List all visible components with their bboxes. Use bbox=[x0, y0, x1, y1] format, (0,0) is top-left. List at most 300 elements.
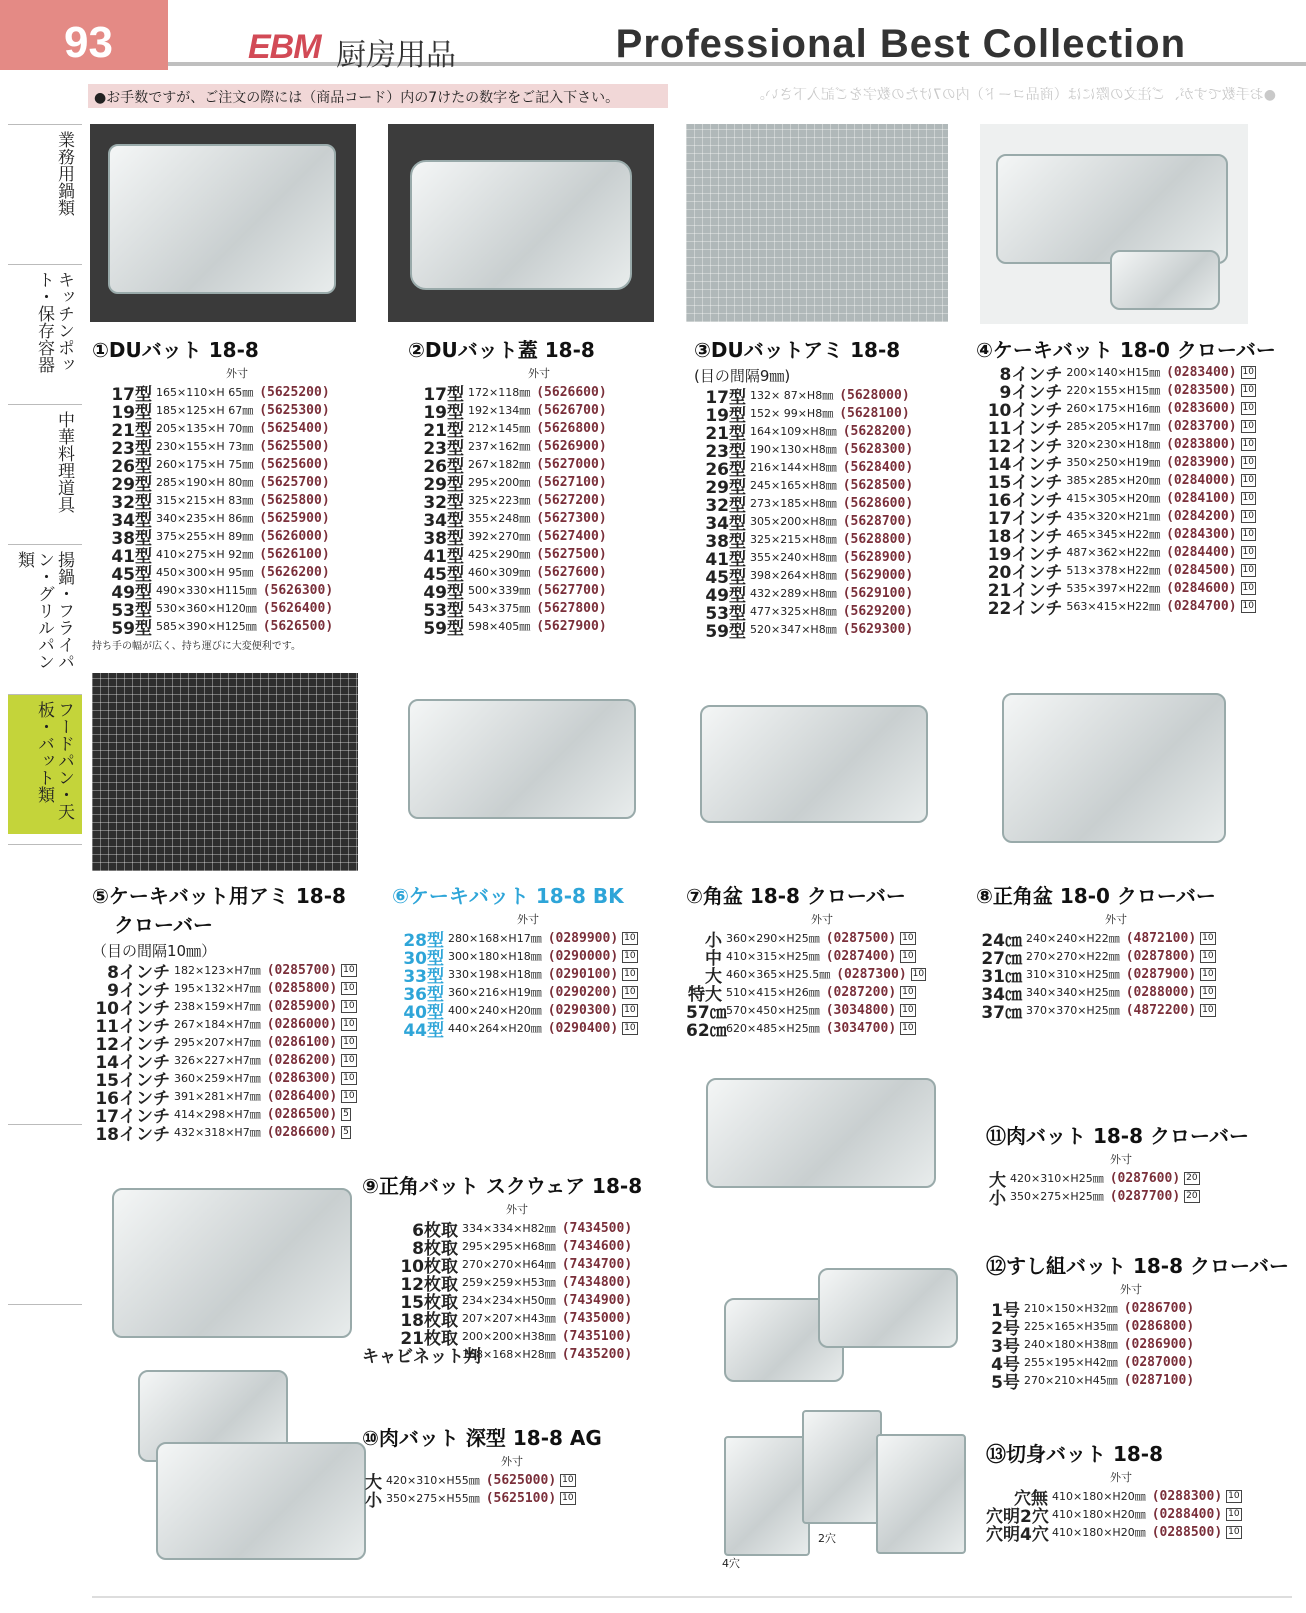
product-block-cake-mesh bbox=[92, 880, 372, 1145]
size-dimensions: 190×130×H8㎜ bbox=[750, 443, 837, 456]
size-name: 31㎝ bbox=[981, 966, 1022, 987]
pack-qty-badge: 20 bbox=[1186, 1190, 1198, 1201]
product-code: (5628300) bbox=[842, 441, 914, 457]
product-code: (5625200) bbox=[259, 384, 330, 400]
size-dimensions: 392×270㎜ bbox=[468, 530, 531, 543]
pack-qty-badge: 10 bbox=[343, 1054, 355, 1065]
size-name: 15インチ bbox=[95, 1070, 170, 1091]
size-name: 10インチ bbox=[95, 998, 170, 1019]
product-code: (5628600) bbox=[842, 495, 914, 511]
size-dimensions: 432×289×H8㎜ bbox=[750, 587, 837, 600]
sidebar-item-faded-b bbox=[8, 1124, 82, 1304]
product-code: (5627000) bbox=[536, 456, 607, 472]
size-dimensions: 340×340×H25㎜ bbox=[1026, 986, 1120, 999]
product-code: (7434500) bbox=[561, 1220, 633, 1236]
product-block-niku-vat-deep bbox=[362, 1422, 662, 1511]
pack-qty-badge: 10 bbox=[1242, 600, 1254, 611]
product-code: (0285900) bbox=[266, 998, 338, 1014]
size-dimensions: 450×300×H 95㎜ bbox=[156, 566, 254, 579]
product-title: ①DUバット 18-8 bbox=[92, 338, 259, 362]
size-name: 21インチ bbox=[987, 580, 1063, 601]
size-dimensions: 460×309㎜ bbox=[468, 566, 531, 579]
size-row bbox=[408, 617, 670, 639]
size-name: 21型 bbox=[705, 423, 746, 444]
size-name: 18インチ bbox=[95, 1124, 170, 1145]
product-title: ④ケーキバット 18-0 クローバー bbox=[976, 338, 1276, 362]
product-subtitle: (目の間隔9㎜) bbox=[694, 367, 791, 385]
size-dimensions: 270×270×H22㎜ bbox=[1026, 950, 1120, 963]
size-name: 19型 bbox=[423, 402, 464, 423]
size-name: 18インチ bbox=[987, 526, 1063, 547]
product-code: (0286800) bbox=[1123, 1318, 1195, 1334]
size-dimensions: 415×305×H20㎜ bbox=[1066, 492, 1161, 505]
product-code: (0283800) bbox=[1166, 436, 1237, 452]
size-dimensions: 234×234×H50㎜ bbox=[462, 1294, 556, 1307]
product-code: (5627400) bbox=[536, 528, 607, 544]
product-code: (0286600) bbox=[266, 1124, 338, 1140]
size-dimensions: 310×310×H25㎜ bbox=[1026, 968, 1120, 981]
size-name: 8インチ bbox=[107, 962, 170, 983]
product-code: (5625100) bbox=[485, 1490, 557, 1506]
product-code: (0290200) bbox=[547, 984, 619, 1000]
size-dimensions: 305×200×H8㎜ bbox=[750, 515, 837, 528]
size-dimensions: 320×230×H18㎜ bbox=[1066, 438, 1161, 451]
size-name: 19インチ bbox=[987, 544, 1063, 565]
size-name: 特大 bbox=[688, 984, 722, 1005]
pack-qty-badge: 10 bbox=[1202, 1004, 1214, 1015]
category-sidebar bbox=[8, 124, 82, 1464]
pack-qty-badge: 10 bbox=[624, 950, 636, 961]
pack-qty-badge: 10 bbox=[912, 968, 925, 979]
size-name: 17インチ bbox=[95, 1106, 170, 1127]
product-code: (5628800) bbox=[842, 531, 914, 547]
product-code: (3034800) bbox=[825, 1002, 897, 1018]
pack-qty-badge: 10 bbox=[1242, 492, 1254, 503]
product-code: (5627900) bbox=[536, 618, 607, 634]
size-dimensions: 285×190×H 80㎜ bbox=[156, 476, 254, 489]
size-name: 14インチ bbox=[987, 454, 1063, 475]
product-code: (0287000) bbox=[1123, 1354, 1195, 1370]
size-dimensions: 132× 87×H8㎜ bbox=[750, 389, 834, 402]
size-row bbox=[986, 1299, 1276, 1321]
size-name: キャビネット判 bbox=[362, 1346, 481, 1367]
product-code: (0287100) bbox=[1123, 1372, 1195, 1388]
size-name: 59型 bbox=[111, 618, 152, 639]
product-title: ⑧正角盆 18-0 クローバー bbox=[976, 884, 1216, 908]
size-dimensions: 285×205×H17㎜ bbox=[1066, 420, 1161, 433]
product-block-du-vat-mesh bbox=[694, 334, 956, 642]
size-name: 大 bbox=[989, 1170, 1006, 1191]
pack-qty-badge: 10 bbox=[624, 968, 636, 979]
size-dimensions: 295×207×H7㎜ bbox=[174, 1036, 261, 1049]
product-code: (4872100) bbox=[1125, 930, 1197, 946]
product-block-cake-vat-bk bbox=[392, 880, 664, 1041]
product-code: (0284500) bbox=[1166, 562, 1237, 578]
size-dimensions: 168×168×H28㎜ bbox=[462, 1348, 556, 1361]
product-code: (0283700) bbox=[1166, 418, 1237, 434]
size-dimensions: 490×330×H115㎜ bbox=[156, 584, 257, 597]
size-row bbox=[986, 1523, 1256, 1545]
size-row bbox=[686, 983, 958, 1005]
product-code: (5625900) bbox=[259, 510, 330, 526]
size-dimensions: 360×259×H7㎜ bbox=[174, 1072, 261, 1085]
product-photo-cake-mesh bbox=[92, 673, 358, 871]
size-dimensions: 237×162㎜ bbox=[468, 440, 531, 453]
pack-qty-badge: 10 bbox=[343, 964, 355, 975]
size-name: 40型 bbox=[403, 1002, 444, 1023]
size-name: 53型 bbox=[705, 603, 746, 624]
pack-qty-badge: 10 bbox=[1202, 950, 1214, 961]
size-name: 9インチ bbox=[999, 382, 1063, 403]
product-block-seikakubon bbox=[976, 880, 1256, 1023]
size-dimensions: 414×298×H7㎜ bbox=[174, 1108, 261, 1121]
product-code: (5627800) bbox=[536, 600, 607, 616]
product-code: (0286300) bbox=[266, 1070, 338, 1086]
size-name: 14インチ bbox=[95, 1052, 170, 1073]
product-code: (0287200) bbox=[825, 984, 897, 1000]
size-dimensions: 216×144×H8㎜ bbox=[750, 461, 837, 474]
size-name: 23型 bbox=[705, 441, 746, 462]
pack-qty-badge: 10 bbox=[1228, 1526, 1240, 1537]
product-code: (5625600) bbox=[259, 456, 330, 472]
product-title: ⑤ケーキバット用アミ 18-8 bbox=[92, 884, 346, 908]
product-code: (0290100) bbox=[547, 966, 619, 982]
product-code: (5627100) bbox=[536, 474, 607, 490]
product-code: (5625400) bbox=[259, 420, 330, 436]
size-dimensions: 200×200×H38㎜ bbox=[462, 1330, 556, 1343]
outer-size-label: 外寸 bbox=[1120, 1283, 1142, 1296]
size-row bbox=[686, 947, 958, 969]
size-name: 中 bbox=[705, 948, 722, 969]
pack-qty-badge: 10 bbox=[624, 1004, 636, 1015]
product-code: (0283400) bbox=[1166, 364, 1237, 380]
outer-size-label: 外寸 bbox=[506, 1203, 528, 1216]
pack-qty-badge: 10 bbox=[343, 1000, 355, 1011]
product-code: (0288300) bbox=[1151, 1488, 1223, 1504]
sidebar-item-faded-a bbox=[8, 844, 82, 1124]
product-code: (7434700) bbox=[561, 1256, 633, 1272]
size-dimensions: 410×180×H20㎜ bbox=[1052, 1526, 1146, 1539]
outer-size-label: 外寸 bbox=[528, 367, 550, 380]
size-name: 17型 bbox=[111, 384, 152, 405]
order-notice: ●お手数ですが、ご注文の際には（商品コード）内の7けたの数字をご記入下さい。 bbox=[88, 84, 668, 108]
outer-size-label: 外寸 bbox=[811, 913, 833, 926]
size-name: 10枚取 bbox=[400, 1256, 458, 1277]
size-name: 28型 bbox=[403, 930, 444, 951]
size-name: 59型 bbox=[705, 621, 746, 642]
outer-size-label: 外寸 bbox=[226, 367, 248, 380]
pack-qty-badge: 10 bbox=[902, 950, 914, 961]
pack-qty-badge: 10 bbox=[624, 932, 636, 943]
product-code: (0290300) bbox=[547, 1002, 619, 1018]
size-dimensions: 410×315×H25㎜ bbox=[726, 950, 820, 963]
size-dimensions: 182×123×H7㎜ bbox=[174, 964, 261, 977]
pack-qty-badge: 10 bbox=[1202, 968, 1214, 979]
pack-qty-badge: 10 bbox=[902, 986, 914, 997]
product-code: (3034700) bbox=[825, 1020, 897, 1036]
size-name: 21型 bbox=[111, 420, 152, 441]
size-dimensions: 200×140×H15㎜ bbox=[1066, 366, 1161, 379]
size-name: 23型 bbox=[111, 438, 152, 459]
pack-qty-badge: 10 bbox=[1242, 528, 1254, 539]
size-name: 11インチ bbox=[95, 1016, 170, 1037]
size-dimensions: 440×264×H20㎜ bbox=[448, 1022, 542, 1035]
product-code: (0287800) bbox=[1125, 948, 1197, 964]
product-code: (0288500) bbox=[1151, 1524, 1223, 1540]
hole-label-4: 4穴 bbox=[722, 1557, 740, 1570]
size-name: 49型 bbox=[705, 585, 746, 606]
product-code: (5628500) bbox=[842, 477, 914, 493]
size-row bbox=[362, 1489, 662, 1511]
size-name: 49型 bbox=[111, 582, 152, 603]
show-through-notice: ●お手数ですが、ご注文の際には（商品コード）内の7けたの数字をご記入下さい。 bbox=[750, 87, 1276, 103]
pack-qty-badge: 10 bbox=[1202, 932, 1214, 943]
product-code: (0286400) bbox=[266, 1088, 338, 1104]
size-dimensions: 391×281×H7㎜ bbox=[174, 1090, 261, 1103]
size-name: 23型 bbox=[423, 438, 464, 459]
size-dimensions: 330×198×H18㎜ bbox=[448, 968, 542, 981]
pack-qty-badge: 10 bbox=[902, 1004, 914, 1015]
size-dimensions: 295×200㎜ bbox=[468, 476, 531, 489]
product-code: (5629200) bbox=[842, 603, 914, 619]
product-code: (5627700) bbox=[536, 582, 607, 598]
size-dimensions: 400×240×H20㎜ bbox=[448, 1004, 542, 1017]
size-name: 17型 bbox=[423, 384, 464, 405]
product-block-kakubon bbox=[686, 880, 958, 1041]
size-dimensions: 230×155×H 73㎜ bbox=[156, 440, 254, 453]
size-row bbox=[986, 1335, 1276, 1357]
product-photo-du-vat-lid bbox=[388, 124, 654, 322]
size-name: 53型 bbox=[423, 600, 464, 621]
size-dimensions: 325×215×H8㎜ bbox=[750, 533, 837, 546]
product-code: (0288000) bbox=[1125, 984, 1197, 1000]
product-code: (0290000) bbox=[547, 948, 619, 964]
product-block-cake-vat bbox=[976, 334, 1276, 619]
product-code: (7435100) bbox=[561, 1328, 633, 1344]
size-name: 12インチ bbox=[987, 436, 1063, 457]
product-code: (0283600) bbox=[1166, 400, 1237, 416]
product-code: (0284700) bbox=[1166, 598, 1237, 614]
pack-qty-badge: 10 bbox=[1228, 1508, 1240, 1519]
size-row bbox=[986, 1317, 1276, 1339]
product-code: (5627300) bbox=[536, 510, 607, 526]
size-name: 45型 bbox=[705, 567, 746, 588]
size-name: 37㎝ bbox=[981, 1002, 1022, 1023]
size-dimensions: 477×325×H8㎜ bbox=[750, 605, 837, 618]
product-code: (0283500) bbox=[1166, 382, 1237, 398]
product-code: (5629000) bbox=[842, 567, 914, 583]
pack-qty-badge: 10 bbox=[902, 1022, 914, 1033]
product-title: ⑥ケーキバット 18-8 BK bbox=[392, 884, 624, 908]
size-name: 1号 bbox=[991, 1300, 1020, 1321]
size-dimensions: 300×180×H18㎜ bbox=[448, 950, 542, 963]
product-code: (5629100) bbox=[842, 585, 914, 601]
pack-qty-badge: 10 bbox=[343, 1072, 355, 1083]
pack-qty-badge: 10 bbox=[1242, 510, 1254, 521]
size-dimensions: 315×215×H 83㎜ bbox=[156, 494, 254, 507]
size-row bbox=[986, 1353, 1276, 1375]
product-code: (5626700) bbox=[536, 402, 607, 418]
size-name: 21型 bbox=[423, 420, 464, 441]
size-dimensions: 465×345×H22㎜ bbox=[1066, 528, 1161, 541]
size-dimensions: 510×415×H26㎜ bbox=[726, 986, 820, 999]
size-name: 8枚取 bbox=[412, 1238, 458, 1259]
size-name: 32型 bbox=[423, 492, 464, 513]
product-code: (5626400) bbox=[262, 600, 334, 616]
product-code: (5626600) bbox=[536, 384, 607, 400]
size-dimensions: 172×118㎜ bbox=[468, 386, 531, 399]
size-dimensions: 460×365×H25.5㎜ bbox=[726, 968, 831, 981]
product-code: (7434800) bbox=[561, 1274, 633, 1290]
product-code: (5626300) bbox=[262, 582, 334, 598]
size-name: 12インチ bbox=[95, 1034, 170, 1055]
size-dimensions: 238×159×H7㎜ bbox=[174, 1000, 261, 1013]
size-row bbox=[976, 1001, 1256, 1023]
sidebar-item-frying-pans[interactable]: 揚鍋・フライパン・グリルパン類 bbox=[8, 544, 82, 684]
size-dimensions: 530×360×H120㎜ bbox=[156, 602, 257, 615]
brand-logo: EBM bbox=[248, 28, 321, 66]
product-title: ②DUバット蓋 18-8 bbox=[408, 338, 595, 362]
pack-qty-badge: 10 bbox=[343, 1036, 355, 1047]
product-photo-square-vat bbox=[104, 1176, 374, 1344]
sidebar-item-kitchen-pots[interactable]: キッチンポット・保存容器 bbox=[8, 264, 82, 404]
size-name: 19型 bbox=[111, 402, 152, 423]
product-photo-du-vat bbox=[90, 124, 356, 322]
outer-size-label: 外寸 bbox=[1110, 1153, 1132, 1166]
pack-qty-badge: 10 bbox=[1242, 420, 1254, 431]
product-code: (5625000) bbox=[485, 1472, 557, 1488]
product-code: (5627600) bbox=[536, 564, 607, 580]
product-code: (7434900) bbox=[561, 1292, 633, 1308]
size-name: 大 bbox=[705, 966, 722, 987]
size-dimensions: 360×216×H19㎜ bbox=[448, 986, 542, 999]
product-code: (5628200) bbox=[842, 423, 914, 439]
size-name: 小 bbox=[705, 930, 722, 951]
product-code: (0284400) bbox=[1166, 544, 1237, 560]
size-dimensions: 585×390×H125㎜ bbox=[156, 620, 257, 633]
size-name: 11インチ bbox=[987, 418, 1063, 439]
size-name: 21枚取 bbox=[400, 1328, 458, 1349]
size-dimensions: 270×210×H45㎜ bbox=[1024, 1374, 1118, 1387]
size-dimensions: 563×415×H22㎜ bbox=[1066, 600, 1161, 613]
size-name: 34㎝ bbox=[981, 984, 1022, 1005]
size-name: 44型 bbox=[403, 1020, 444, 1041]
product-title-line2: クローバー bbox=[114, 913, 213, 937]
size-row bbox=[686, 929, 958, 951]
size-dimensions: 398×264×H8㎜ bbox=[750, 569, 837, 582]
size-row bbox=[92, 617, 382, 639]
product-title: ⑦角盆 18-8 クローバー bbox=[686, 884, 906, 908]
size-name: 8インチ bbox=[999, 364, 1063, 385]
size-dimensions: 192×134㎜ bbox=[468, 404, 531, 417]
product-code: (5626100) bbox=[259, 546, 330, 562]
product-code: (4872200) bbox=[1125, 1002, 1197, 1018]
product-photo-du-vat-mesh bbox=[686, 124, 948, 322]
size-name: 53型 bbox=[111, 600, 152, 621]
product-code: (0286100) bbox=[266, 1034, 338, 1050]
size-name: 29型 bbox=[111, 474, 152, 495]
product-code: (5628000) bbox=[839, 387, 910, 403]
size-dimensions: 375×255×H 89㎜ bbox=[156, 530, 254, 543]
size-name: 26型 bbox=[111, 456, 152, 477]
sidebar-item-chinese-tools[interactable]: 中華料理道具 bbox=[8, 404, 82, 544]
size-name: 17型 bbox=[705, 387, 746, 408]
size-dimensions: 350×250×H19㎜ bbox=[1066, 456, 1161, 469]
size-dimensions: 355×240×H8㎜ bbox=[750, 551, 837, 564]
size-name: 45型 bbox=[423, 564, 464, 585]
product-block-niku-vat bbox=[986, 1120, 1256, 1209]
size-dimensions: 520×347×H8㎜ bbox=[750, 623, 837, 636]
product-code: (7434600) bbox=[561, 1238, 633, 1254]
size-dimensions: 598×405㎜ bbox=[468, 620, 531, 633]
product-code: (0284000) bbox=[1166, 472, 1237, 488]
size-dimensions: 267×184×H7㎜ bbox=[174, 1018, 261, 1031]
product-code: (0286500) bbox=[266, 1106, 338, 1122]
size-name: 小 bbox=[989, 1188, 1006, 1209]
size-dimensions: 325×223㎜ bbox=[468, 494, 531, 507]
size-name: 20インチ bbox=[987, 562, 1063, 583]
size-name: 34型 bbox=[423, 510, 464, 531]
product-code: (5626500) bbox=[262, 618, 334, 634]
size-name: 59型 bbox=[423, 618, 464, 639]
size-dimensions: 350×275×H25㎜ bbox=[1010, 1190, 1104, 1203]
pack-qty-badge: 10 bbox=[1242, 582, 1254, 593]
size-name: 30型 bbox=[403, 948, 444, 969]
pack-qty-badge: 10 bbox=[624, 1022, 636, 1033]
size-dimensions: 425×290㎜ bbox=[468, 548, 531, 561]
size-name: 62㎝ bbox=[686, 1020, 727, 1041]
size-name: 大 bbox=[365, 1472, 382, 1493]
size-dimensions: 355×248㎜ bbox=[468, 512, 531, 525]
pack-qty-badge: 10 bbox=[1242, 384, 1254, 395]
size-name: 穴明2穴 bbox=[986, 1506, 1049, 1527]
sidebar-item-pots[interactable]: 業務用鍋類 bbox=[8, 124, 82, 264]
size-dimensions: 487×362×H22㎜ bbox=[1066, 546, 1161, 559]
sidebar-item-faded-c bbox=[8, 1304, 82, 1464]
size-dimensions: 513×378×H22㎜ bbox=[1066, 564, 1161, 577]
size-name: 19型 bbox=[705, 405, 746, 426]
size-name: 32型 bbox=[705, 495, 746, 516]
product-code: (0286900) bbox=[1123, 1336, 1195, 1352]
size-name: 36型 bbox=[403, 984, 444, 1005]
size-name: 3号 bbox=[991, 1336, 1020, 1357]
product-code: (0287700) bbox=[1109, 1188, 1181, 1204]
product-block-sushi-vat bbox=[986, 1250, 1289, 1393]
product-photo-kirimi-vat bbox=[724, 1406, 974, 1566]
size-row bbox=[686, 1001, 958, 1023]
size-dimensions: 260×175×H16㎜ bbox=[1066, 402, 1161, 415]
product-code: (0287500) bbox=[825, 930, 897, 946]
product-block-square-vat bbox=[362, 1170, 672, 1367]
size-name: 38型 bbox=[705, 531, 746, 552]
product-code: (5625800) bbox=[259, 492, 330, 508]
pack-qty-badge: 10 bbox=[1242, 438, 1254, 449]
size-row bbox=[986, 1371, 1276, 1393]
size-row bbox=[986, 1187, 1256, 1209]
size-name: 32型 bbox=[111, 492, 152, 513]
size-name: 5号 bbox=[991, 1372, 1020, 1393]
size-name: 穴明4穴 bbox=[986, 1524, 1049, 1545]
size-name: 小 bbox=[365, 1490, 382, 1511]
outer-size-label: 外寸 bbox=[1105, 913, 1127, 926]
size-name: 6枚取 bbox=[412, 1220, 458, 1241]
size-dimensions: 340×235×H 86㎜ bbox=[156, 512, 254, 525]
product-title: ⑬切身バット 18-8 bbox=[986, 1442, 1164, 1466]
sidebar-item-food-pans[interactable]: フードパン・天板・バット類 bbox=[8, 694, 82, 834]
product-code: (0283900) bbox=[1166, 454, 1237, 470]
size-dimensions: 270×270×H64㎜ bbox=[462, 1258, 556, 1271]
product-code: (5628700) bbox=[842, 513, 914, 529]
